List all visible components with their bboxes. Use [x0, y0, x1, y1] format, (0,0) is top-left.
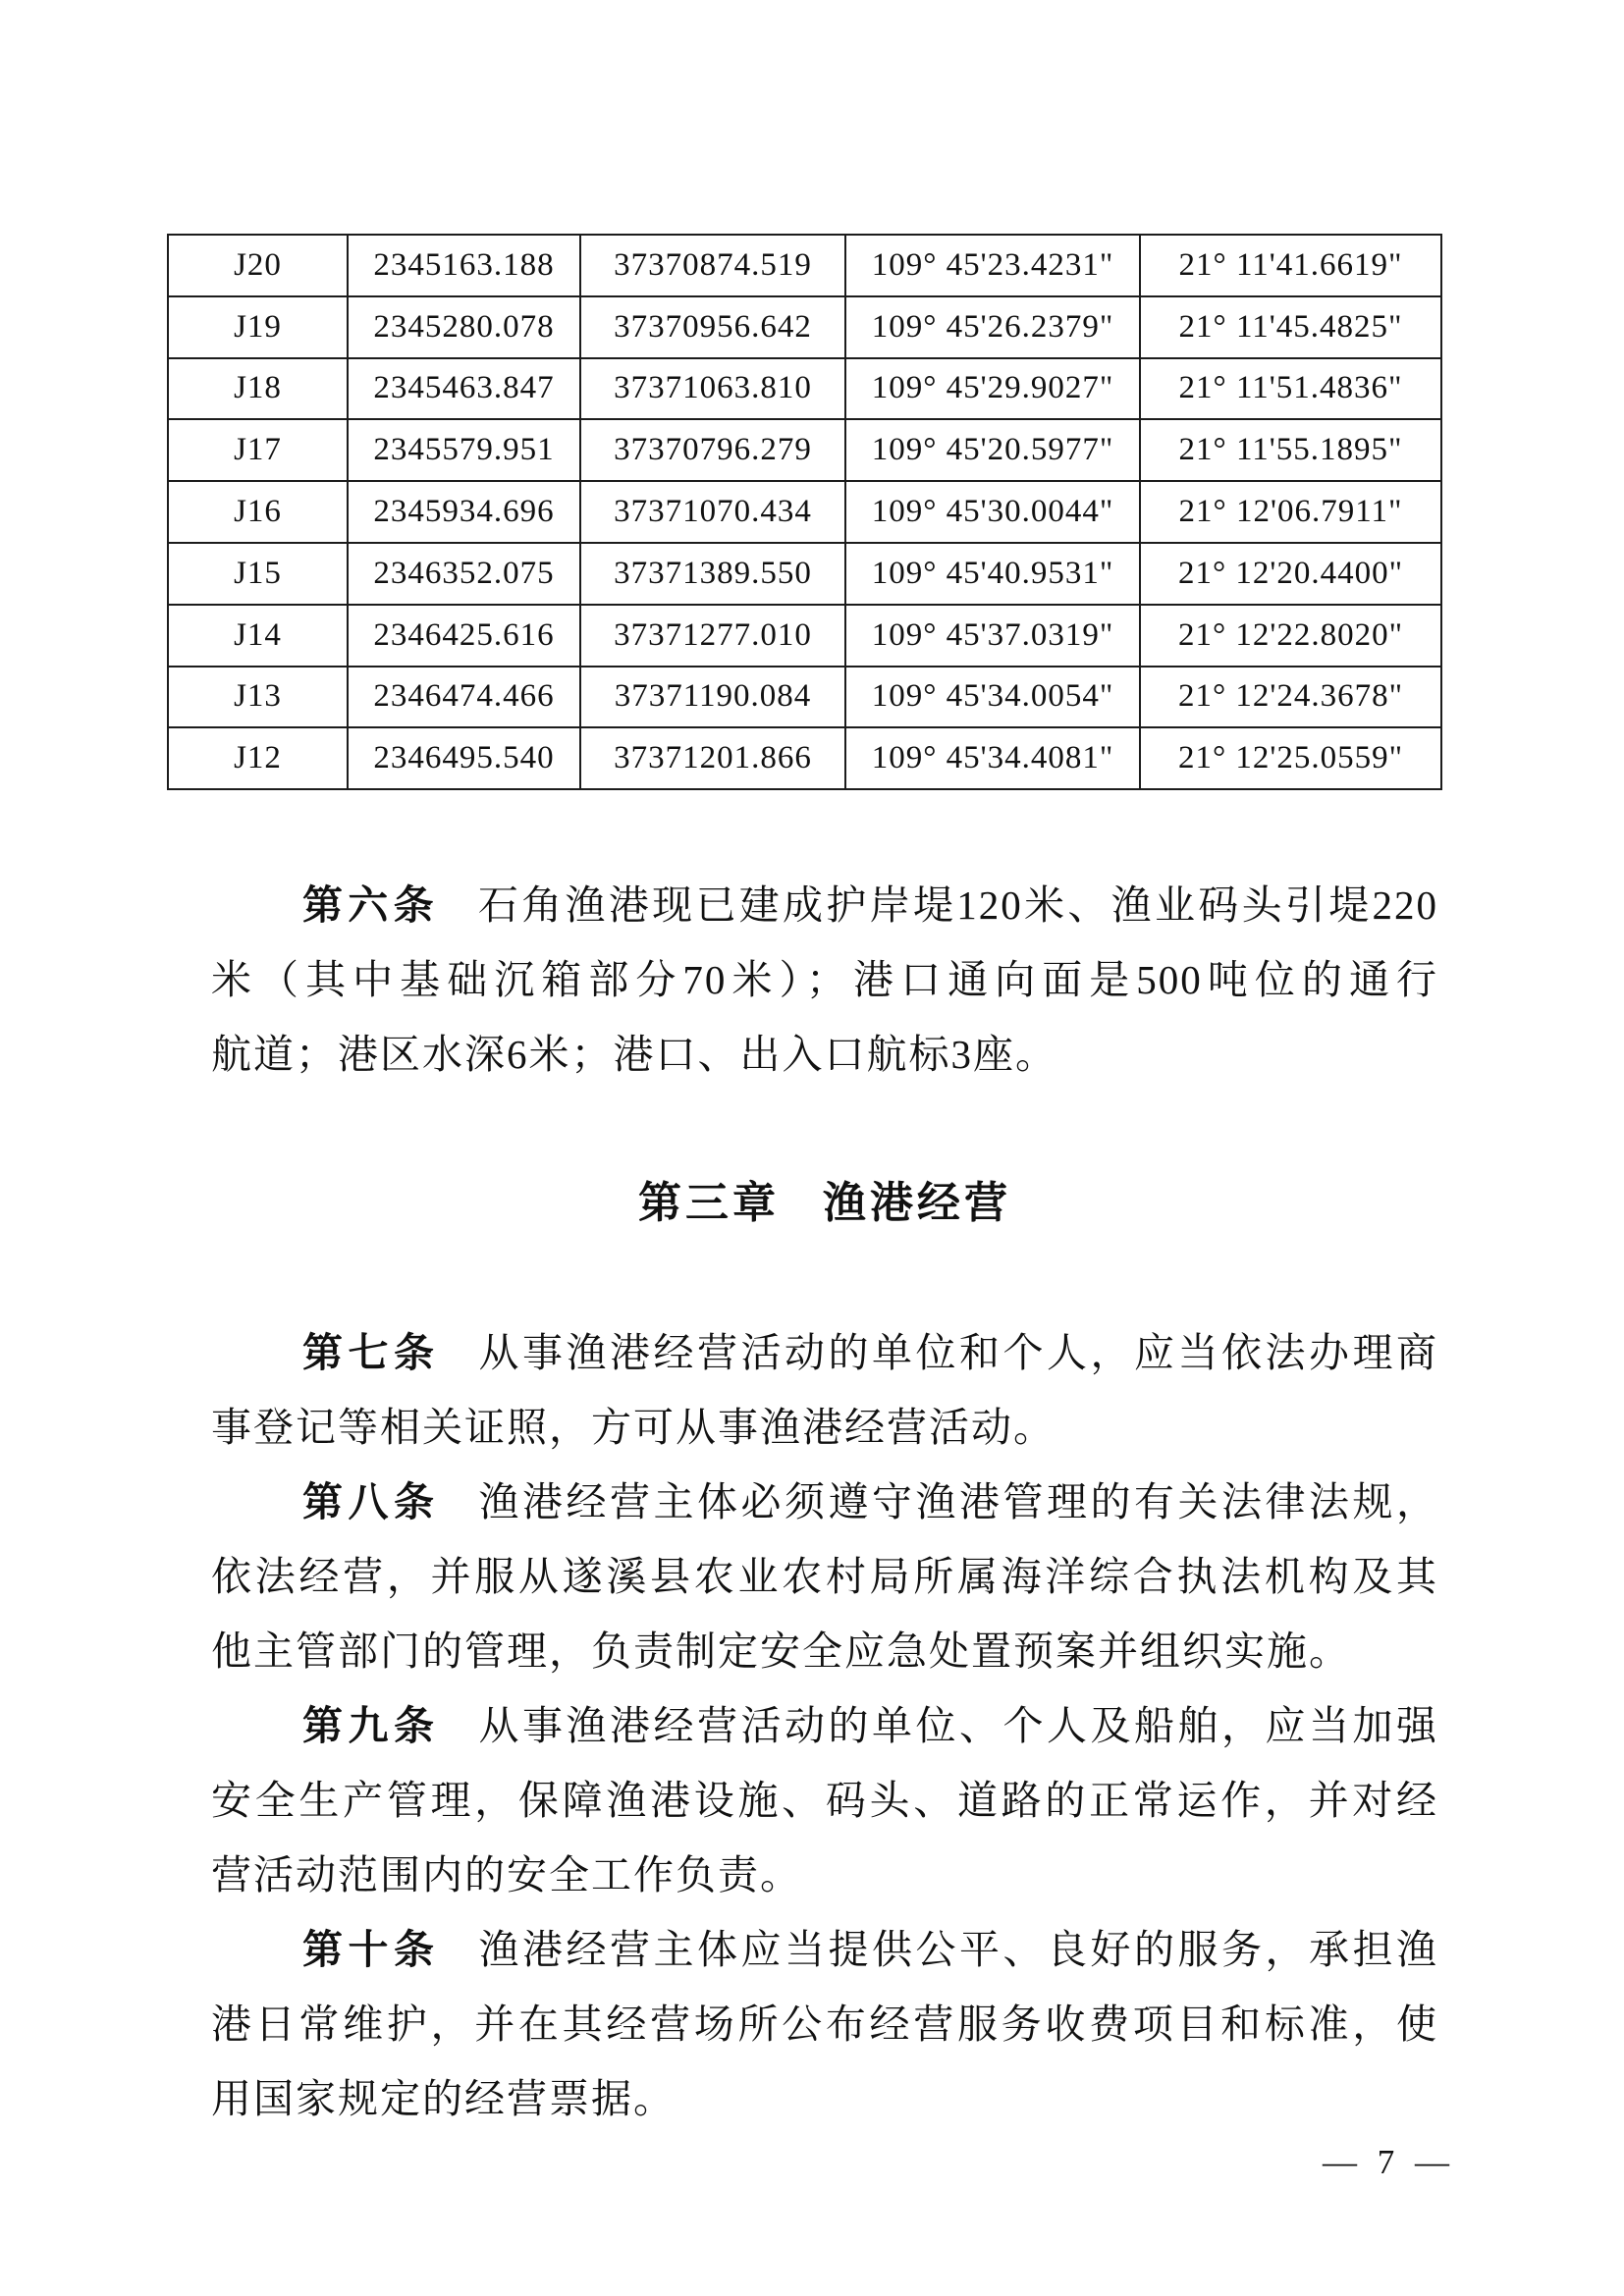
article-line: 用国家规定的经营票据。	[211, 2076, 676, 2121]
table-cell: 21° 11'45.4825"	[1140, 296, 1441, 358]
table-row	[168, 667, 1441, 728]
table-row	[168, 727, 1441, 789]
page-number: — 7 —	[1323, 2143, 1455, 2181]
table-cell: 2346495.540	[348, 727, 580, 789]
table-cell: 37370796.279	[580, 419, 845, 481]
article-line: 他主管部门的管理，负责制定安全应急处置预案并组织实施。	[211, 1629, 1351, 1674]
table-cell: 109° 45'20.5977"	[845, 419, 1140, 481]
table-cell: 109° 45'34.0054"	[845, 667, 1140, 728]
article-line: 航道；港区水深6米；港口、出入口航标3座。	[211, 1032, 1057, 1077]
table-row	[168, 543, 1441, 605]
table-cell: 37371389.550	[580, 543, 845, 605]
table-row	[168, 358, 1441, 420]
table-cell: 21° 12'20.4400"	[1140, 543, 1441, 605]
table-cell: 2346474.466	[348, 667, 580, 728]
article-line: 米（其中基础沉箱部分70米）；港口通向面是500吨位的通行	[211, 957, 1438, 1002]
article-line: 营活动范围内的安全工作负责。	[211, 1852, 802, 1897]
document-body	[211, 868, 1438, 2136]
table-cell: 21° 11'51.4836"	[1140, 358, 1441, 420]
article-line	[211, 1315, 1438, 1390]
table-cell: 109° 45'34.4081"	[845, 727, 1140, 789]
table-cell: 109° 45'37.0319"	[845, 605, 1140, 667]
table-cell: 37371201.866	[580, 727, 845, 789]
article-line	[211, 868, 1438, 942]
table-row	[168, 296, 1441, 358]
table-cell: 2345280.078	[348, 296, 580, 358]
table-cell: 2345163.188	[348, 235, 580, 296]
table-cell: 21° 12'22.8020"	[1140, 605, 1441, 667]
table-cell: 21° 11'55.1895"	[1140, 419, 1441, 481]
table-cell: 109° 45'40.9531"	[845, 543, 1140, 605]
article-text: 渔港经营主体必须遵守渔港管理的有关法律法规，	[478, 1479, 1438, 1524]
article-text: 从事渔港经营活动的单位和个人，应当依法办理商	[478, 1330, 1438, 1375]
table-cell: 21° 12'24.3678"	[1140, 667, 1441, 728]
table-cell: 109° 45'30.0044"	[845, 481, 1140, 543]
article-line	[211, 1465, 1438, 1539]
article-line: 港日常维护，并在其经营场所公布经营服务收费项目和标准，使	[211, 2002, 1438, 2047]
table-cell: 37371190.084	[580, 667, 845, 728]
chapter-number: 第三章	[638, 1179, 780, 1227]
table-row	[168, 481, 1441, 543]
table-cell: J17	[168, 419, 348, 481]
table-cell: J14	[168, 605, 348, 667]
table-cell: 109° 45'26.2379"	[845, 296, 1140, 358]
table-cell: 2346352.075	[348, 543, 580, 605]
table-cell: 2345579.951	[348, 419, 580, 481]
table-cell: J15	[168, 543, 348, 605]
table-row	[168, 419, 1441, 481]
article-line: 安全生产管理，保障渔港设施、码头、道路的正常运作，并对经	[211, 1778, 1438, 1823]
table-cell: 109° 45'23.4231"	[845, 235, 1140, 296]
table-cell: 2345463.847	[348, 358, 580, 420]
table-cell: J18	[168, 358, 348, 420]
coordinate-table	[167, 234, 1442, 790]
article-text: 石角渔港现已建成护岸堤120米、渔业码头引堤220	[477, 882, 1438, 928]
table-cell: J12	[168, 727, 348, 789]
table-cell: J16	[168, 481, 348, 543]
table-cell: 37370874.519	[580, 235, 845, 296]
article-line	[211, 1688, 1438, 1763]
table-row	[168, 605, 1441, 667]
table-cell: 21° 12'06.7911"	[1140, 481, 1441, 543]
table-cell: 37370956.642	[580, 296, 845, 358]
article-label: 第八条	[302, 1479, 440, 1524]
article-label: 第十条	[302, 1927, 440, 1972]
table-cell: 37371277.010	[580, 605, 845, 667]
article-label: 第九条	[302, 1703, 440, 1748]
table-cell: 109° 45'29.9027"	[845, 358, 1140, 420]
table-cell: 2345934.696	[348, 481, 580, 543]
chapter-heading	[211, 1166, 1438, 1241]
table-cell: J19	[168, 296, 348, 358]
article-line: 事登记等相关证照，方可从事渔港经营活动。	[211, 1405, 1056, 1450]
article-line: 依法经营，并服从遂溪县农业农村局所属海洋综合执法机构及其	[211, 1554, 1438, 1599]
article-text: 从事渔港经营活动的单位、个人及船舶，应当加强	[478, 1703, 1438, 1748]
table-cell: 2346425.616	[348, 605, 580, 667]
table-cell: J20	[168, 235, 348, 296]
article-line	[211, 1912, 1438, 1987]
table-cell: 21° 11'41.6619"	[1140, 235, 1441, 296]
article-label: 第六条	[302, 882, 439, 928]
coordinate-table-body	[168, 235, 1441, 789]
table-cell: 21° 12'25.0559"	[1140, 727, 1441, 789]
article-label: 第七条	[302, 1330, 440, 1375]
table-row	[168, 235, 1441, 296]
chapter-title: 渔港经营	[823, 1179, 1011, 1227]
table-cell: 37371070.434	[580, 481, 845, 543]
table-cell: J13	[168, 667, 348, 728]
table-cell: 37371063.810	[580, 358, 845, 420]
article-text: 渔港经营主体应当提供公平、良好的服务，承担渔	[478, 1927, 1438, 1972]
